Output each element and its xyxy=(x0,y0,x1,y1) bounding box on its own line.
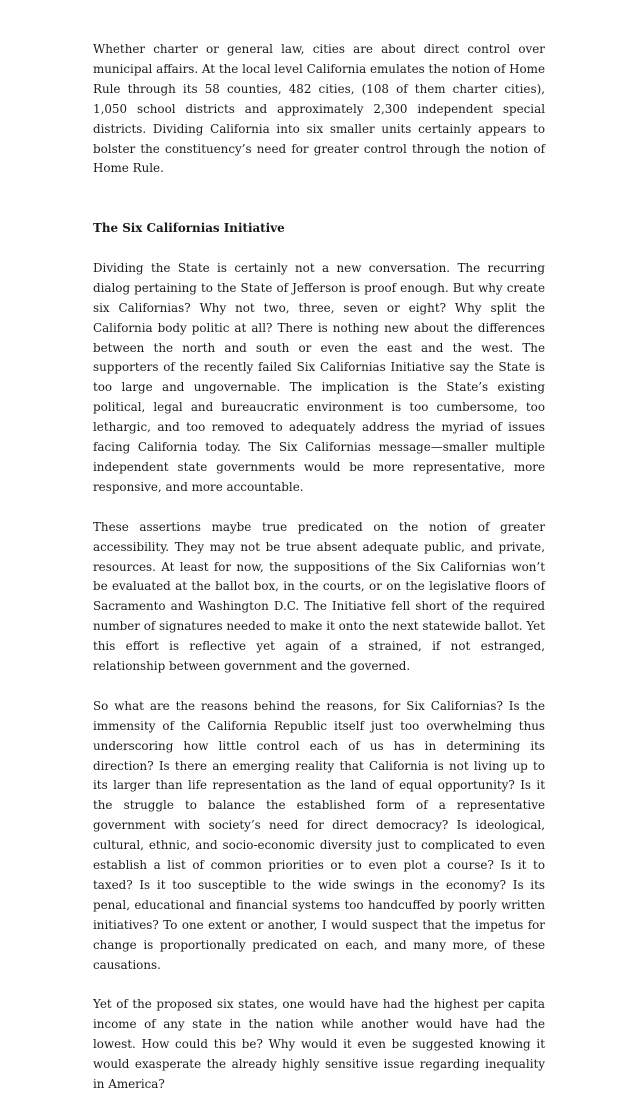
spacer xyxy=(93,976,545,996)
spacer xyxy=(93,199,545,219)
section-heading: The Six Californias Initiative xyxy=(93,221,285,236)
spacer xyxy=(93,677,545,697)
intro-paragraph: Whether charter or general law, cities are about direct control over municipal affairs. At the local level California emulates the notion of Home Rule through its 58 counties, 482 cities, (108 of them charter cities), 1,050 school districts and approximately 2,300 independent special districts. Dividing California into six smaller units certainly appears to bolster the constituency’s need for greater control through the notion of Home Rule. xyxy=(93,42,545,176)
spacer xyxy=(93,498,545,518)
document-page xyxy=(93,40,545,1095)
body-paragraph-4: Yet of the proposed six states, one would have had the highest per capita income of any state in the nation while another would have had the lowest. How could this be? Why would it even be suggested knowing it would exasperate the already highly sensitive issue regarding inequality in America? xyxy=(93,997,545,1092)
spacer xyxy=(93,239,545,259)
spacer xyxy=(93,179,545,199)
body-paragraph-3: So what are the reasons behind the reasons, for Six Californias? Is the immensity of the California Republic itself just too overwhelming thus underscoring how little control each of us has in determining its direction? Is there an emerging reality that California is not living up to its larger than life representation as the land of equal opportunity? Is it the struggle to balance the established form of a representative government with society’s need for direct democracy? Is ideological, cultural, ethnic, and socio-economic diversity just to complicated to even establish a list of common priorities or to even plot a course? Is it to taxed? Is it too susceptible to the wide swings in the economy? Is its penal, educational and financial systems too handcuffed by poorly written initiatives? To one extent or another, I would suspect that the impetus for change is proportionally predicated on each, and many more, of these causations. xyxy=(93,698,545,972)
body-paragraph-2: These assertions maybe true predicated on the notion of greater accessibility. They may not be true absent adequate public, and private, resources. At least for now, the suppositions of the Six Californias won’t be evaluated at the ballot box, in the courts, or on the legislative floors of Sacramento and Washington D.C. The Initiative fell short of the required number of signatures needed to make it onto the next statewide ballot. Yet this effort is reflective yet again of a strained, if not estranged, relationship between government and the governed. xyxy=(93,519,545,674)
body-paragraph-1: Dividing the State is certainly not a new conversation. The recurring dialog pertaining to the State of Jefferson is proof enough. But why create six Californias? Why not two, three, seven or eight? Why split the California body politic at all? There is nothing new about the differences between the north and south or even the east and the west. The supporters of the recently failed Six Californias Initiative say the State is too large and ungovernable. The implication is the State’s existing political, legal and bureaucratic environment is too cumbersome, too lethargic, and too removed to adequately address the myriad of issues facing California today. The Six Californias message—smaller multiple independent state governments would be more representative, more responsive, and more accountable. xyxy=(93,260,545,494)
